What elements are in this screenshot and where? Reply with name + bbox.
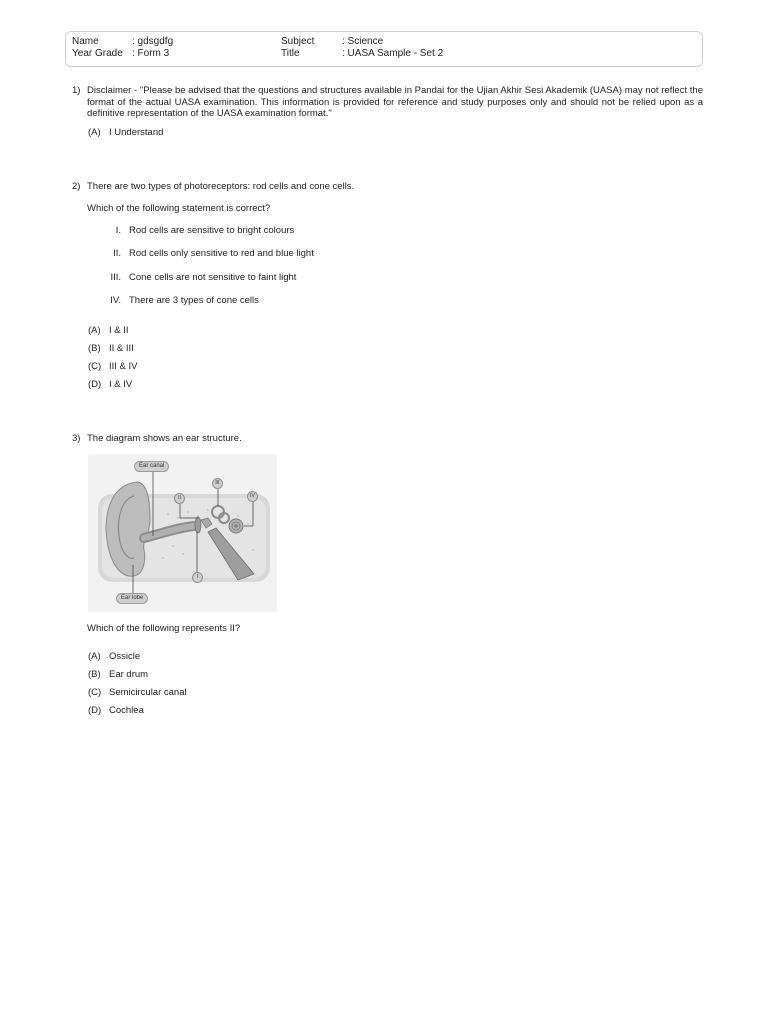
- ear-structure-diagram: [88, 454, 277, 612]
- statement-numeral: II.: [113, 248, 121, 259]
- q1-option-a[interactable]: [88, 127, 163, 138]
- option-label: (A): [88, 325, 101, 336]
- option-text: Ear drum: [109, 669, 149, 680]
- label-i-marker: I: [192, 572, 203, 583]
- option-text: Cochlea: [109, 705, 144, 716]
- statement-numeral: IV.: [110, 295, 121, 306]
- ear-lobe-label: Ear lobe: [116, 593, 148, 604]
- option-text: III & IV: [109, 361, 138, 372]
- q3-option-d[interactable]: [88, 705, 144, 716]
- question-3-text: The diagram shows an ear structure.: [87, 433, 242, 444]
- option-text: II & III: [109, 343, 134, 354]
- q2-option-b[interactable]: [88, 343, 134, 354]
- grade-label: Year Grade: [72, 48, 123, 59]
- statement-iii: [101, 272, 296, 283]
- question-2-text: There are two types of photoreceptors: rod cells and cone cells.: [87, 181, 355, 192]
- option-label: (B): [88, 343, 101, 354]
- grade-value: : Form 3: [132, 48, 170, 59]
- subject-label: Subject: [281, 36, 315, 47]
- q2-option-a[interactable]: [88, 325, 129, 336]
- q2-option-d[interactable]: [88, 379, 132, 390]
- statement-numeral: III.: [110, 272, 121, 283]
- statement-numeral: I.: [115, 225, 121, 236]
- option-text: I & IV: [109, 379, 133, 390]
- statement-text: Rod cells are sensitive to bright colours: [129, 225, 295, 236]
- option-text: Semicircular canal: [109, 687, 187, 698]
- ear-illustration: [88, 454, 277, 612]
- question-3-prompt: Which of the following represents II?: [87, 623, 241, 634]
- option-text: I & II: [109, 325, 129, 336]
- option-label: (B): [88, 669, 101, 680]
- name-value: : gdsgdfg: [132, 36, 174, 47]
- label-iv-marker: IV: [247, 491, 258, 502]
- statement-i: [101, 225, 294, 236]
- q3-option-b[interactable]: [88, 669, 148, 680]
- q2-option-c[interactable]: [88, 361, 138, 372]
- option-label: (A): [88, 127, 101, 138]
- statement-iv: [101, 295, 259, 306]
- title-label: Title: [281, 48, 300, 59]
- question-2-prompt: Which of the following statement is correct?: [87, 203, 271, 214]
- option-label: (D): [88, 705, 102, 716]
- question-1-number: 1): [72, 85, 81, 96]
- subject-value: : Science: [342, 36, 384, 47]
- question-1-text: Disclaimer - "Please be advised that the questions and structures available in Pandai for the Ujian Akhir Sesi Akademik (UASA) may not reflect the format of the actual UASA examination. This information is provided for reference and study purposes only and should not be relied upon as a definitive representation of the UASA examination format.": [87, 85, 703, 119]
- question-3-number: 3): [72, 433, 81, 444]
- title-value: : UASA Sample - Set 2: [342, 48, 444, 59]
- option-label: (D): [88, 379, 102, 390]
- name-label: Name: [72, 36, 99, 47]
- statement-ii: [101, 248, 314, 259]
- statement-text: Cone cells are not sensitive to faint light: [129, 272, 297, 283]
- option-label: (C): [88, 361, 102, 372]
- option-label: (A): [88, 651, 101, 662]
- label-iii-marker: III: [212, 478, 223, 489]
- ear-canal-label: Ear canal: [134, 461, 169, 472]
- statement-text: Rod cells only sensitive to red and blue light: [129, 248, 314, 259]
- statement-text: There are 3 types of cone cells: [129, 295, 259, 306]
- question-2-number: 2): [72, 181, 81, 192]
- option-text: Ossicle: [109, 651, 141, 662]
- option-text: I Understand: [109, 127, 164, 138]
- q3-option-a[interactable]: [88, 651, 140, 662]
- label-ii-marker: II: [174, 493, 185, 504]
- q3-option-c[interactable]: [88, 687, 187, 698]
- option-label: (C): [88, 687, 102, 698]
